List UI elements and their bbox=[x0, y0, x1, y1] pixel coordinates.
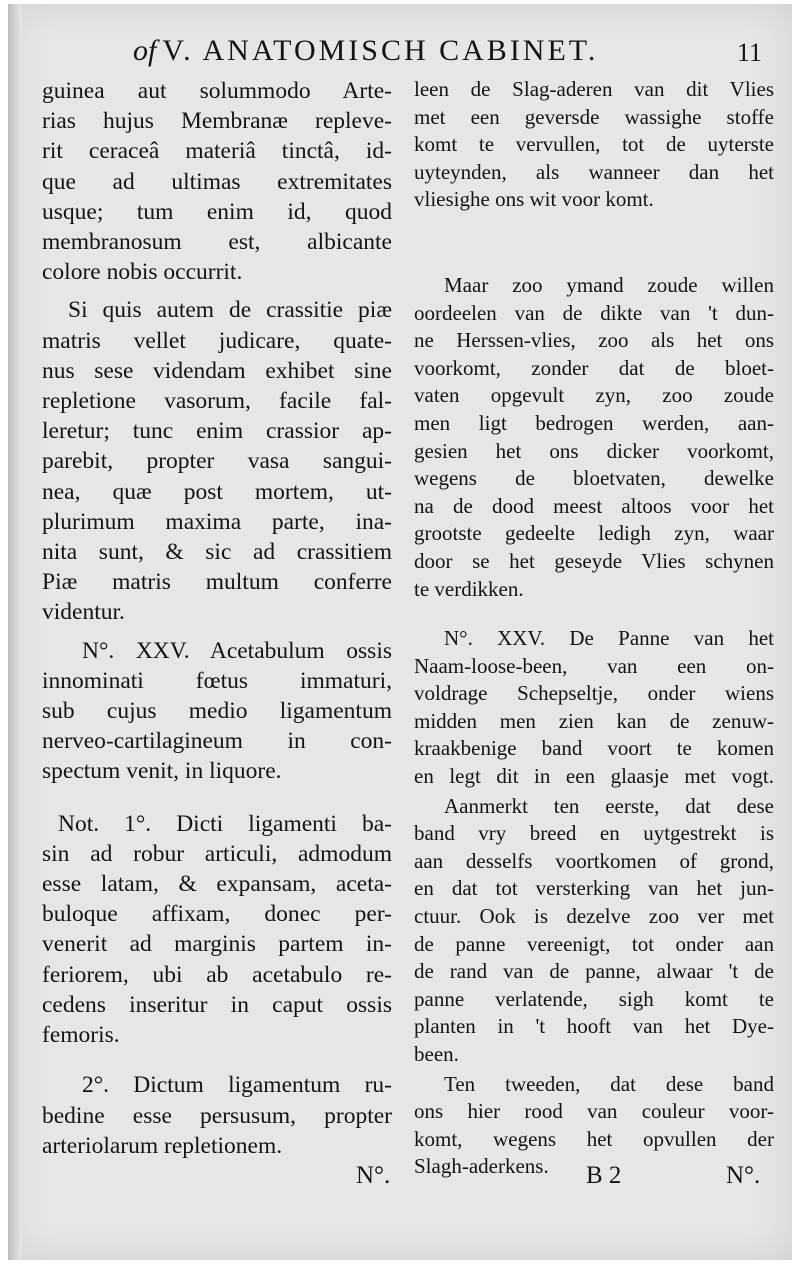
text-line: vliesighe ons wit voor komt. bbox=[414, 187, 654, 212]
text-line: ne Herssen-vlies, zoo als het ons bbox=[414, 328, 774, 353]
running-header bbox=[8, 34, 792, 78]
text-line: komt, wegens het opvullen der bbox=[414, 1126, 774, 1151]
dutch-paragraph-4 bbox=[414, 793, 774, 1069]
title-text: V. ANATOMISCH CABINET. bbox=[162, 34, 599, 67]
text-line: te verdikken. bbox=[414, 576, 524, 601]
text-line: cedens inseritur in caput ossis bbox=[42, 991, 392, 1018]
text-line: Naam-loose-been, van een on- bbox=[414, 653, 774, 678]
text-line: en legt dit in een glaasje met vogt. bbox=[414, 764, 774, 789]
text-line: Aanmerkt ten eerste, dat dese bbox=[444, 793, 774, 818]
book-page bbox=[8, 4, 792, 1260]
text-line: gesien het ons dicker voorkomt, bbox=[414, 438, 774, 463]
signature-mark: B 2 bbox=[586, 1162, 622, 1189]
page-footer bbox=[8, 1162, 792, 1202]
dutch-paragraph-1 bbox=[414, 76, 774, 214]
running-title bbox=[133, 34, 598, 68]
dutch-column bbox=[414, 76, 774, 1181]
text-line: feriorem, ubi ab acetabulo re- bbox=[42, 961, 392, 988]
text-line: been. bbox=[414, 1042, 459, 1066]
text-line: plurimum maxima parte, ina- bbox=[42, 508, 392, 535]
text-line: femoris. bbox=[42, 1022, 120, 1049]
text-line: sin ad robur articuli, admodum bbox=[42, 840, 392, 867]
text-line: komt te vervullen, tot de uyterste bbox=[414, 132, 774, 157]
text-line: planten in 't hooft van het Dye- bbox=[414, 1014, 774, 1039]
catchword-left: N°. bbox=[356, 1162, 391, 1189]
latin-paragraph-1 bbox=[42, 76, 392, 287]
text-line: Maar zoo ymand zoude willen bbox=[444, 272, 774, 297]
text-line: door se het geseyde Vlies schynen bbox=[414, 548, 774, 573]
text-line: panne verlatende, sigh komt te bbox=[414, 986, 774, 1011]
text-line: ons hier rood van couleur voor- bbox=[414, 1099, 774, 1124]
text-line: que ad ultimas extremitates bbox=[42, 168, 392, 195]
text-line: bedine esse persusum, propter bbox=[42, 1102, 392, 1129]
text-line: Slagh-aderkens. bbox=[414, 1154, 549, 1179]
text-line: midden men zien kan de zenuw- bbox=[414, 708, 774, 733]
text-line: nita sunt, & sic ad crassitiem bbox=[42, 539, 392, 566]
text-line: innominati fœtus immaturi, bbox=[42, 667, 392, 694]
text-line: ctuur. Ook is dezelve zoo ver met bbox=[414, 904, 774, 929]
catchword-right: N°. bbox=[726, 1162, 761, 1189]
text-line: N°. XXV. Acetabulum ossis bbox=[82, 637, 392, 664]
text-line: grootste gedeelte ledigh zyn, waar bbox=[414, 521, 774, 546]
text-line: Not. 1°. Dicti ligamenti ba- bbox=[58, 810, 392, 837]
text-line: colore nobis occurrit. bbox=[42, 259, 243, 286]
dutch-paragraph-3 bbox=[414, 625, 774, 791]
text-line: rit ceraceâ materiâ tinctâ, id- bbox=[42, 138, 392, 165]
text-line: rias hujus Membranæ repleve- bbox=[42, 108, 392, 135]
text-line: repletione vasorum, facile fal- bbox=[42, 388, 392, 415]
text-line: buloque affixam, donec per- bbox=[42, 901, 392, 928]
dutch-paragraph-2 bbox=[414, 272, 774, 603]
text-line: wegens de bloetvaten, dewelke bbox=[414, 466, 774, 491]
text-line: matris vellet judicare, quate- bbox=[42, 327, 392, 354]
text-line: sub cujus medio ligamentum bbox=[42, 698, 392, 725]
text-line: na de dood meest altoos voor het bbox=[414, 493, 774, 518]
text-line: 2°. Dictum ligamentum ru- bbox=[82, 1072, 392, 1099]
text-line: videntur. bbox=[42, 599, 125, 626]
text-line: esse latam, & expansam, aceta- bbox=[42, 871, 392, 898]
text-line: vaten opgevult zyn, zoo zoude bbox=[414, 383, 774, 408]
page-number: 11 bbox=[736, 38, 762, 67]
text-line: nerveo-cartilagineum in con- bbox=[42, 728, 392, 755]
text-line: nus sese videndam exhibet sine bbox=[42, 357, 392, 384]
text-line: venerit ad marginis partem in- bbox=[42, 931, 392, 958]
text-line: usque; tum enim id, quod bbox=[42, 198, 392, 225]
title-prefix: of bbox=[133, 34, 157, 67]
text-line: Ten tweeden, dat dese band bbox=[444, 1071, 774, 1096]
latin-paragraph-4 bbox=[42, 809, 392, 1051]
text-line: voldrage Schepseltje, onder wiens bbox=[414, 681, 774, 706]
text-line: en dat tot versterking van het jun- bbox=[414, 876, 774, 901]
text-line: voorkomt, zonder dat de bloet- bbox=[414, 355, 774, 380]
text-line: guinea aut solummodo Arte- bbox=[42, 78, 392, 104]
text-line: oordeelen van de dikte van 't dun- bbox=[414, 300, 774, 325]
latin-paragraph-2 bbox=[42, 295, 392, 627]
text-line: men ligt bedrogen werden, aan- bbox=[414, 410, 774, 435]
latin-paragraph-5 bbox=[42, 1070, 392, 1161]
text-line: met een geversde wassighe stoffe bbox=[414, 104, 774, 129]
text-line: kraakbenige band voort te komen bbox=[414, 736, 774, 761]
text-line: leretur; tunc enim crassior ap- bbox=[42, 418, 392, 445]
text-line: Piæ matris multum conferre bbox=[42, 569, 392, 596]
text-line: Si quis autem de crassitie piæ bbox=[68, 297, 392, 324]
text-line: spectum venit, in liquore. bbox=[42, 758, 282, 785]
text-line: uyteynden, als wanneer dan het bbox=[414, 159, 774, 184]
text-line: aan desselfs voortkomen of grond, bbox=[414, 848, 774, 873]
text-line: nea, quæ post mortem, ut- bbox=[42, 478, 392, 505]
text-line: de rand van de panne, alwaar 't de bbox=[414, 959, 774, 984]
text-line: membranosum est, albicante bbox=[42, 229, 392, 256]
text-line: arteriolarum repletionem. bbox=[42, 1132, 283, 1159]
latin-paragraph-3 bbox=[42, 636, 392, 787]
latin-column bbox=[42, 76, 392, 1161]
text-line: N°. XXV. De Panne van het bbox=[444, 626, 774, 651]
text-line: band vry breed en uytgestrekt is bbox=[414, 821, 774, 846]
text-line: de panne vereenigt, tot onder aan bbox=[414, 931, 774, 956]
text-line: parebit, propter vasa sangui- bbox=[42, 448, 392, 475]
text-line: leen de Slag-aderen van dit Vlies bbox=[414, 77, 774, 101]
